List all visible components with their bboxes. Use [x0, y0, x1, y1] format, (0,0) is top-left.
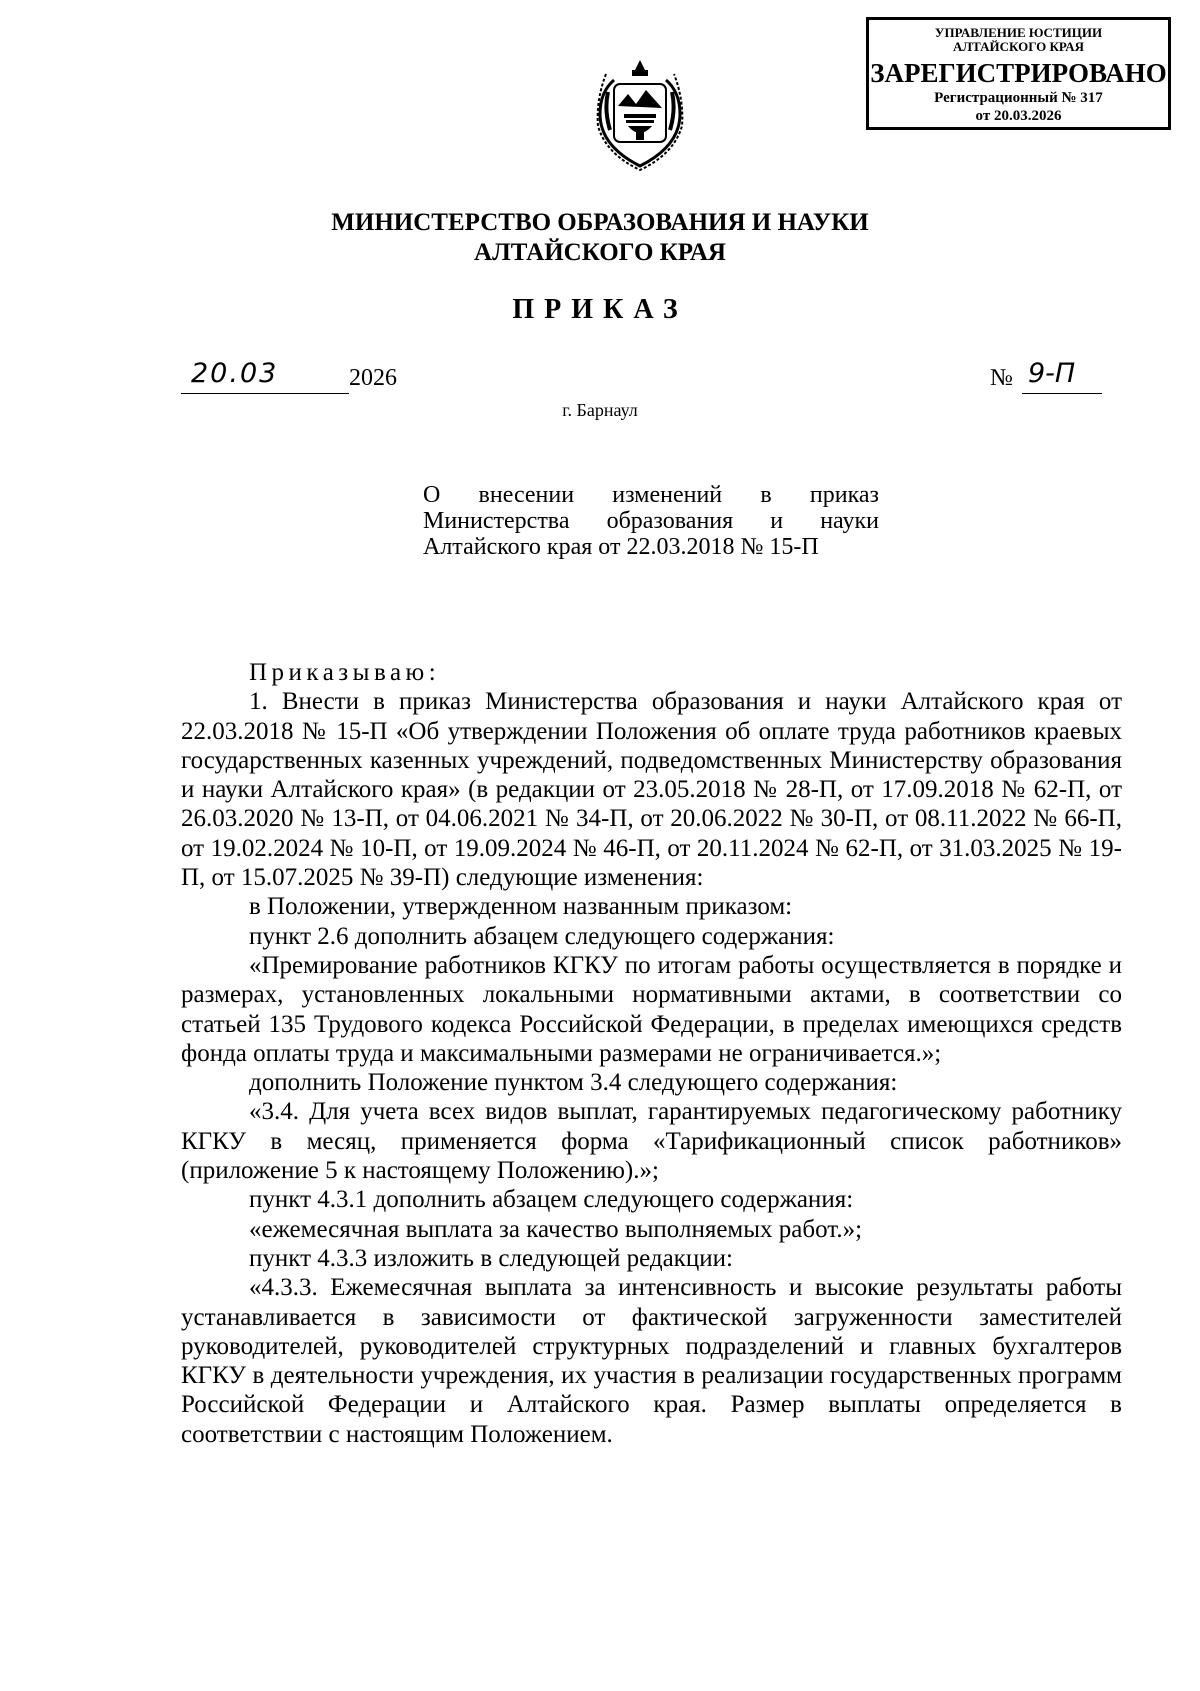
- paragraph-3-4-text: «3.4. Для учета всех видов выплат, гарантируемых педагогическому работнику КГКУ в месяц, применяется форма «Тарификационный список работников» (приложение 5 к настоящему Положению).»;: [181, 1098, 1122, 1185]
- paragraph-3-4-intro: дополнить Положение пунктом 3.4 следующего содержания:: [249, 1069, 898, 1097]
- paragraph-amendment-intro: 1. Внести в приказ Министерства образования и науки Алтайского края от 22.03.2018 № 15-П «Об утверждении Положения об оплате труда работников краевых государственных казенных учреждений, подведомственных Министерству образования и науки Алтайского края» (в редакции от 23.05.2018 № 28-П, от 17.09.2018 № 62-П, от 26.03.2020 № 13-П, от 04.06.2021 № 34-П, от 20.06.2022 № 30-П, от 08.11.2022 № 66-П, от 19.02.2024 № 10-П, от 19.09.2024 № 46-П, от 20.11.2024 № 62-П, от 31.03.2025 № 19-П, от 15.07.2025 № 39-П) следующие изменения:: [181, 688, 1122, 892]
- number-sign: №: [990, 365, 1013, 391]
- order-year: 2026: [349, 365, 397, 391]
- city: г. Барнаул: [562, 400, 638, 420]
- paragraph-4-3-1-text: «ежемесячная выплата за качество выполняемых работ.»;: [249, 1215, 863, 1243]
- document-type: ПРИКАЗ: [512, 294, 688, 325]
- coat-of-arms-icon: [584, 50, 696, 174]
- stamp-reg-date: от 20.03.2026: [975, 108, 1062, 124]
- stamp-org-line2: АЛТАЙСКОГО КРАЯ: [953, 39, 1084, 54]
- ministry-line2: АЛТАЙСКОГО КРАЯ: [474, 239, 726, 266]
- stamp-reg-number: Регистрационный № 317: [934, 90, 1103, 106]
- handwritten-number: 9-П: [1028, 358, 1076, 389]
- paragraph-4-3-3-text: «4.3.3. Ежемесячная выплата за интенсивность и высокие результаты работы устанавливается в зависимости от фактической загруженности заместителей руководителей, руководителей структурных подразделений и главных бухгалтеров КГКУ в деятельности учреждения, их участия в реализации государственных программ Российской Федерации и Алтайского края. Размер выплаты определяется в соответствии с настоящим Положением.: [181, 1274, 1122, 1448]
- stamp-org-line1: УПРАВЛЕНИЕ ЮСТИЦИИ: [934, 25, 1103, 40]
- order-body: [181, 658, 1122, 1449]
- number-underline: [1022, 393, 1102, 394]
- date-underline: [181, 393, 349, 394]
- paragraph-4-3-1-intro: пункт 4.3.1 дополнить абзацем следующего содержания:: [249, 1186, 854, 1214]
- ministry-name: [0, 208, 1200, 268]
- subject-line2: Министерства образования и науки: [423, 508, 879, 534]
- order-subject: [423, 482, 879, 560]
- order-number: [990, 358, 1110, 398]
- paragraph-2-6-intro: пункт 2.6 дополнить абзацем следующего содержания:: [249, 922, 835, 950]
- order-date: [181, 358, 401, 398]
- paragraph-2-6-text: «Премирование работников КГКУ по итогам работы осуществляется в порядке и размерах, установленных локальными нормативными актами, в соответствии со статьей 135 Трудового кодекса Российской Федерации, в пределах имеющихся средств фонда оплаты труда и максимальными размерами не ограничивается.»;: [181, 951, 1122, 1067]
- subject-line3: Алтайского края от 22.03.2018 № 15-П: [423, 534, 819, 560]
- subject-line1: О внесении изменений в приказ: [423, 482, 879, 508]
- registration-stamp: [866, 17, 1171, 130]
- paragraph-4-3-3-intro: пункт 4.3.3 изложить в следующей редакции:: [249, 1244, 733, 1272]
- stamp-status: ЗАРЕГИСТРИРОВАНО: [870, 58, 1167, 88]
- order-word: Приказываю:: [249, 659, 441, 686]
- paragraph-regulation: в Положении, утвержденном названным приказом:: [249, 893, 793, 921]
- ministry-line1: МИНИСТЕРСТВО ОБРАЗОВАНИЯ И НАУКИ: [331, 209, 869, 236]
- handwritten-date: 20.03: [191, 358, 279, 389]
